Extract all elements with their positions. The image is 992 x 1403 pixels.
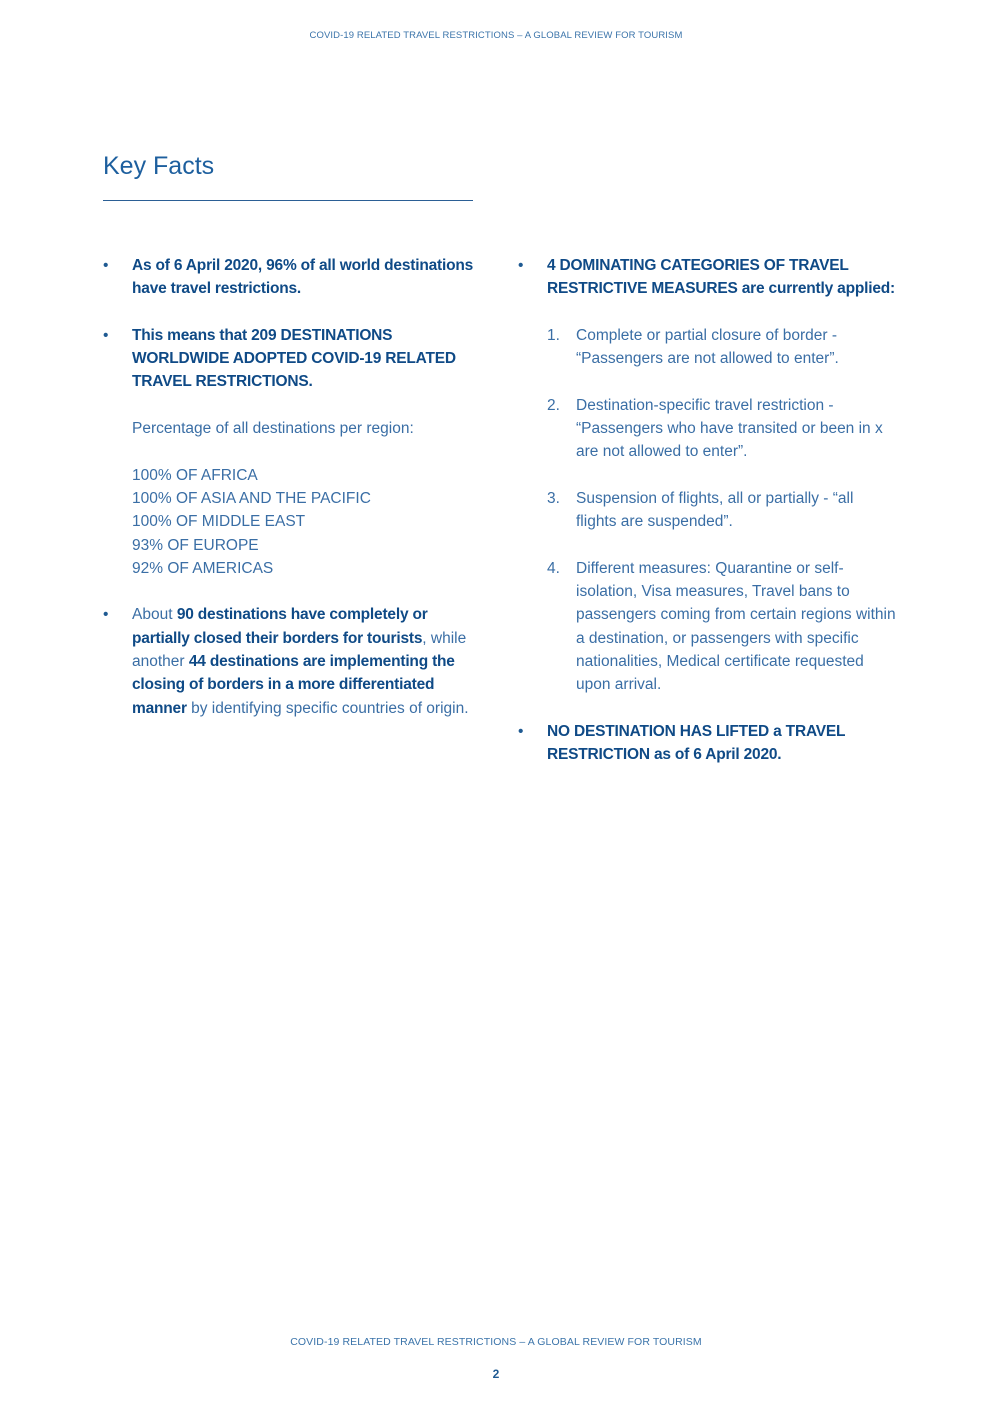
running-footer: COVID-19 RELATED TRAVEL RESTRICTIONS – A GLOBAL REVIEW FOR TOURISM — [290, 1336, 702, 1348]
fact-text: , while another — [132, 629, 467, 671]
measure-number: 2. — [547, 396, 560, 414]
fact-text: This means that 209 DESTINATIONS WORLDWIDE ADOPTED COVID-19 RELATED TRAVEL RESTRICTIONS. — [132, 326, 456, 391]
region-item: 93% OF EUROPE — [132, 536, 259, 554]
measure-text: Different measures: Quarantine or self-isolation, Visa measures, Travel bans to passengers coming from certain regions within a destination, or passengers with specific nationalities, Medical certificate requested upon arrival. — [576, 559, 896, 694]
bullet-marker: • — [103, 326, 109, 344]
regions-intro: Percentage of all destinations per region: — [132, 420, 414, 438]
region-item: 100% OF MIDDLE EAST — [132, 513, 306, 531]
left-column — [103, 254, 483, 720]
fact-text: NO DESTINATION HAS LIFTED a TRAVEL RESTRICTION as of 6 April 2020. — [547, 722, 846, 764]
bullet-marker: • — [518, 722, 524, 740]
bullet-marker: • — [103, 257, 109, 274]
measure-text: Complete or partial closure of border - “Passengers are not allowed to enter”. — [576, 326, 839, 368]
list-item — [103, 254, 483, 301]
list-item — [103, 603, 483, 719]
measure-number: 4. — [547, 559, 560, 577]
list-item — [518, 720, 898, 767]
bullet-marker: • — [103, 606, 109, 624]
region-item: 100% OF ASIA AND THE PACIFIC — [132, 489, 371, 507]
fact-text: As of 6 April 2020, 96% of all world destinations have travel restrictions. — [132, 257, 474, 298]
measure-number: 3. — [547, 489, 560, 507]
measure-item — [518, 394, 898, 464]
measure-number: 1. — [547, 326, 560, 344]
fact-text: 4 DOMINATING CATEGORIES OF TRAVEL RESTRICTIVE MEASURES are currently applied: — [547, 257, 895, 298]
page-number: 2 — [492, 1367, 500, 1381]
bullet-marker: • — [518, 257, 524, 274]
right-column — [518, 254, 898, 767]
title-divider — [103, 200, 473, 201]
measure-item — [518, 324, 898, 371]
page-title: Key Facts — [103, 152, 215, 180]
fact-emphasis: 44 destinations are implementing the closing of borders in a more differentiated manner — [132, 653, 455, 717]
region-item: 100% OF AFRICA — [132, 466, 258, 484]
measure-text: Destination-specific travel restriction - “Passengers who have transited or been in x are not allowed to enter”. — [576, 396, 883, 461]
measure-item — [518, 487, 898, 534]
measure-item — [518, 557, 898, 697]
list-item — [518, 254, 898, 301]
region-list — [103, 464, 483, 580]
fact-emphasis: 90 destinations have completely or partially closed their borders for tourists — [132, 606, 428, 647]
fact-text: About — [132, 606, 177, 624]
running-header: COVID-19 RELATED TRAVEL RESTRICTIONS – A GLOBAL REVIEW FOR TOURISM — [309, 30, 683, 41]
measure-text: Suspension of flights, all or partially - “all flights are suspended”. — [576, 489, 854, 531]
fact-text: by identifying specific countries of origin. — [186, 699, 469, 717]
list-item — [103, 324, 483, 394]
region-item: 92% OF AMERICAS — [132, 559, 274, 577]
